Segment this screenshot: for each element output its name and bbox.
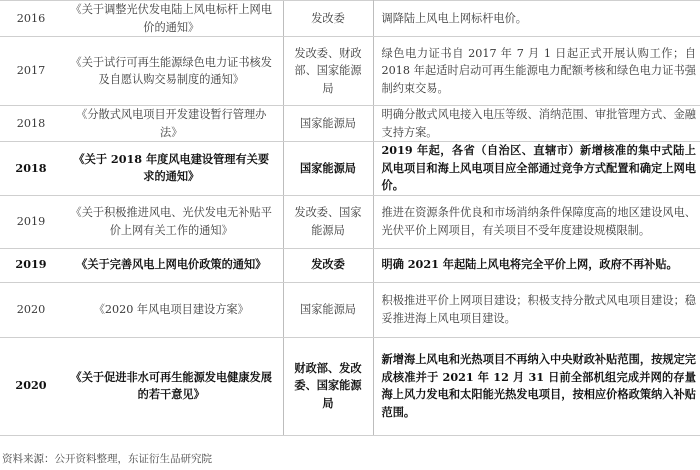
issuer-cell: 发改委、财政部、国家能源局 <box>283 37 373 106</box>
content-cell: 推进在资源条件优良和市场消纳条件保障度高的地区建设风电、光伏平价上网项目，有关项目不受年度建设规模限制。 <box>373 195 700 248</box>
year-cell: 2018 <box>0 142 62 196</box>
issuer-cell: 发改委 <box>283 248 373 282</box>
issuer-cell: 国家能源局 <box>283 142 373 196</box>
content-cell: 调降陆上风电上网标杆电价。 <box>373 1 700 37</box>
table-row <box>0 142 700 196</box>
document-cell: 《关于试行可再生能源绿色电力证书核发及自愿认购交易制度的通知》 <box>62 37 283 106</box>
year-cell: 2019 <box>0 195 62 248</box>
content-cell: 积极推进平价上网项目建设；积极支持分散式风电项目建设；稳妥推进海上风电项目建设。 <box>373 282 700 337</box>
document-cell: 《关于积极推进风电、光伏发电无补贴平价上网有关工作的通知》 <box>62 195 283 248</box>
year-cell: 2016 <box>0 1 62 37</box>
issuer-cell: 财政部、发改委、国家能源局 <box>283 337 373 435</box>
document-cell: 《分散式风电项目开发建设暂行管理办法》 <box>62 106 283 142</box>
document-cell: 《2020 年风电项目建设方案》 <box>62 282 283 337</box>
year-cell: 2020 <box>0 337 62 435</box>
content-cell: 明确分散式风电接入电压等级、消纳范围、审批管理方式、金融支持方案。 <box>373 106 700 142</box>
year-cell: 2017 <box>0 37 62 106</box>
table-row <box>0 248 700 282</box>
content-cell: 新增海上风电和光热项目不再纳入中央财政补贴范围，按规定完成核准并于 2021 年 12 月 31 日前全部机组完成并网的存量海上风力发电和太阳能光热发电项目，按相应价格政策纳入补贴范围。 <box>373 337 700 435</box>
table-row <box>0 195 700 248</box>
table-row <box>0 282 700 337</box>
issuer-cell: 发改委 <box>283 1 373 37</box>
issuer-cell: 国家能源局 <box>283 106 373 142</box>
document-cell: 《关于完善风电上网电价政策的通知》 <box>62 248 283 282</box>
table-row <box>0 106 700 142</box>
document-cell: 《关于 2018 年度风电建设管理有关要求的通知》 <box>62 142 283 196</box>
table-row <box>0 1 700 37</box>
issuer-cell: 国家能源局 <box>283 282 373 337</box>
year-cell: 2020 <box>0 282 62 337</box>
document-cell: 《关于调整光伏发电陆上风电标杆上网电价的通知》 <box>62 1 283 37</box>
source-note: 资料来源：公开资料整理，东证衍生品研究院 <box>2 453 212 465</box>
content-cell: 绿色电力证书自 2017 年 7 月 1 日起正式开展认购工作；自 2018 年起适时启动可再生能源电力配额考核和绿色电力证书强制约束交易。 <box>373 37 700 106</box>
table-row <box>0 337 700 435</box>
document-cell: 《关于促进非水可再生能源发电健康发展的若干意见》 <box>62 337 283 435</box>
year-cell: 2019 <box>0 248 62 282</box>
issuer-cell: 发改委、国家能源局 <box>283 195 373 248</box>
year-cell: 2018 <box>0 106 62 142</box>
table-row <box>0 37 700 106</box>
content-cell: 2019 年起，各省（自治区、直辖市）新增核准的集中式陆上风电项目和海上风电项目应全部通过竞争方式配置和确定上网电价。 <box>373 142 700 196</box>
content-cell: 明确 2021 年起陆上风电将完全平价上网，政府不再补贴。 <box>373 248 700 282</box>
